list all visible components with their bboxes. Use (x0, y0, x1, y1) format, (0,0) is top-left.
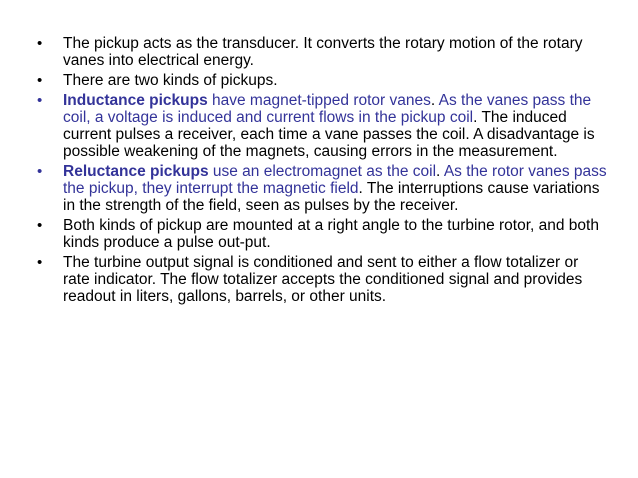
bullet-text: The turbine output signal is conditioned and sent to either a flow totalizer or rate indicator. The flow totalizer accepts the conditioned signal and provides readout in liters, gallons, barrels, or other units. (63, 254, 583, 305)
bullet-text: The pickup acts as the transducer. It converts the rotary motion of the rotary vanes into electrical energy. (63, 35, 583, 69)
bullet-list (37, 35, 607, 308)
bullet-text-highlight: As the rotor vanes pass the pickup, they interrupt the magnetic field (63, 163, 607, 197)
bullet-reluctance-pickups (37, 163, 607, 214)
bullet-text-highlight: use an electromagnet as the coil (208, 163, 437, 180)
bullet-output-signal (37, 254, 607, 305)
bullet-pickup-transducer (37, 35, 607, 69)
bullet-text-highlight: have magnet-tipped rotor vanes (207, 92, 431, 109)
bullet-mounting (37, 217, 607, 251)
bullet-text: Both kinds of pickup are mounted at a right angle to the turbine rotor, and both kinds produce a pulse out-put. (63, 217, 599, 251)
bullet-marker: • (37, 92, 43, 109)
bullet-marker: • (37, 163, 43, 180)
bullet-text-highlight: As the vanes pass the coil, a voltage is induced and current flows in the pickup coil (63, 92, 592, 126)
term-inductance-pickups: Inductance pickups (63, 92, 208, 109)
bullet-text: . (430, 92, 439, 109)
bullet-text: . (436, 163, 444, 180)
bullet-text: There are two kinds of pickups. (63, 72, 278, 89)
bullet-two-kinds (37, 72, 607, 89)
bullet-inductance-pickups (37, 92, 607, 160)
bullet-text: . The induced current pulses a receiver, each time a vane passes the coil. A disadvantage is possible weakening of the magnets, causing errors in the measurement. (63, 109, 595, 160)
term-reluctance-pickups: Reluctance pickups (63, 163, 209, 180)
bullet-marker: • (37, 72, 43, 89)
bullet-marker: • (37, 35, 43, 52)
bullet-marker: • (37, 254, 43, 271)
bullet-marker: • (37, 217, 43, 234)
bullet-text: . The interruptions cause variations in the strength of the field, seen as pulses by the receiver. (63, 180, 600, 214)
